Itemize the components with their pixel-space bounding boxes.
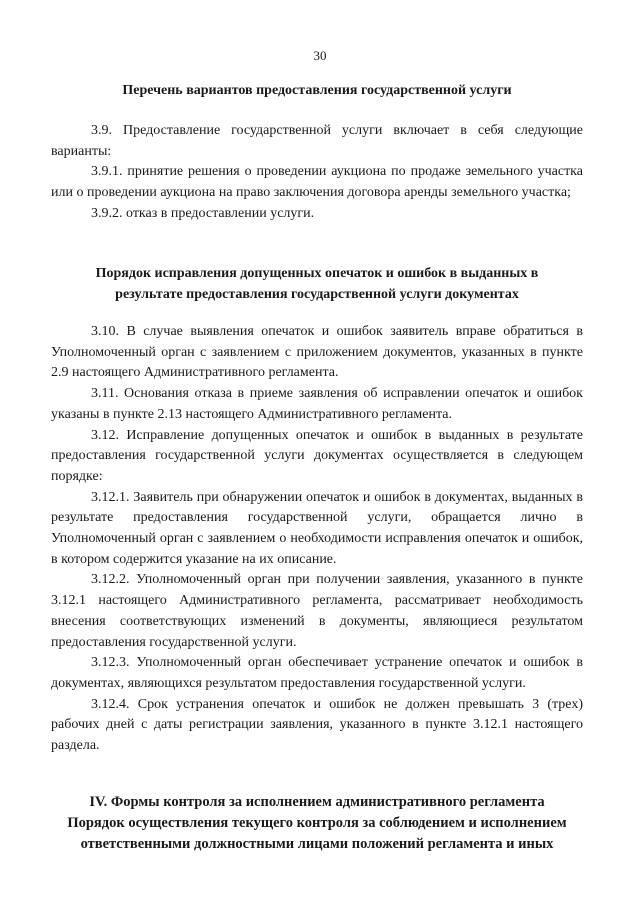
paragraph: 3.9.2. отказ в предоставлении услуги.: [91, 205, 315, 221]
chapter-subheading-line: Порядок осуществления текущего контроля за соблюдением и исполнением: [67, 815, 567, 831]
section-heading-line: Порядок исправления допущенных опечаток и ошибок в выданных в: [95, 266, 539, 281]
page-number: 30: [313, 48, 327, 63]
section-heading-line: результате предоставления государственной услуги документах: [115, 286, 519, 302]
corrections-body: [51, 322, 583, 757]
paragraph: 3.10. В случае выявления опечаток и ошибок заявитель вправе обратиться в Уполномоченный орган с заявлением с приложением документов, указанных в пункте 2.9 настоящего Административного регламента.: [51, 324, 583, 381]
paragraph: 3.12.3. Уполномоченный орган обеспечивает устранение опечаток и ошибок в документах, являющихся результатом предоставления государственной услуги.: [51, 655, 583, 691]
section-heading: Перечень вариантов предоставления государственной услуги: [122, 83, 512, 98]
section-corrections: [51, 264, 583, 305]
paragraph: 3.9. Предоставление государственной услуги включает в себя следующие варианты:: [51, 123, 583, 159]
section-control-forms: [51, 792, 583, 855]
section-variants: [51, 81, 583, 102]
paragraph: 3.11. Основания отказа в приеме заявления об исправлении опечаток и ошибок указаны в пункте 2.13 настоящего Административного регламента.: [51, 386, 583, 422]
paragraph: 3.12.2. Уполномоченный орган при получении заявления, указанного в пункте 3.12.1 настоящего Административного регламента, рассматривает необходимость внесения соответствующих изменений в документы, являющиеся результатом предоставления государственной услуги.: [51, 572, 583, 650]
chapter-subheading-line: ответственными должностными лицами положений регламента и иных: [80, 836, 554, 852]
paragraph: 3.12.1. Заявитель при обнаружении опечаток и ошибок в документах, выданных в результате предоставления государственной услуги, обращается лично в Уполномоченный орган с заявлением о необходимости исправления опечаток и ошибок, в котором содержится указание на их описание.: [51, 489, 583, 567]
variants-body: [51, 121, 583, 225]
paragraph: 3.12.4. Срок устранения опечаток и ошибок не должен превышать 3 (трех) рабочих дней с даты регистрации заявления, указанного в пункте 3.12.1 настоящего раздела.: [51, 696, 583, 754]
chapter-heading: IV. Формы контроля за исполнением административного регламента: [89, 794, 545, 810]
paragraph: 3.9.1. принятие решения о проведении аукциона по продаже земельного участка или о проведении аукциона на право заключения договора аренды земельного участка;: [51, 164, 583, 201]
paragraph: 3.12. Исправление допущенных опечаток и ошибок в выданных в результате предоставления государственной услуги документах осуществляется в следующем порядке:: [51, 427, 583, 484]
